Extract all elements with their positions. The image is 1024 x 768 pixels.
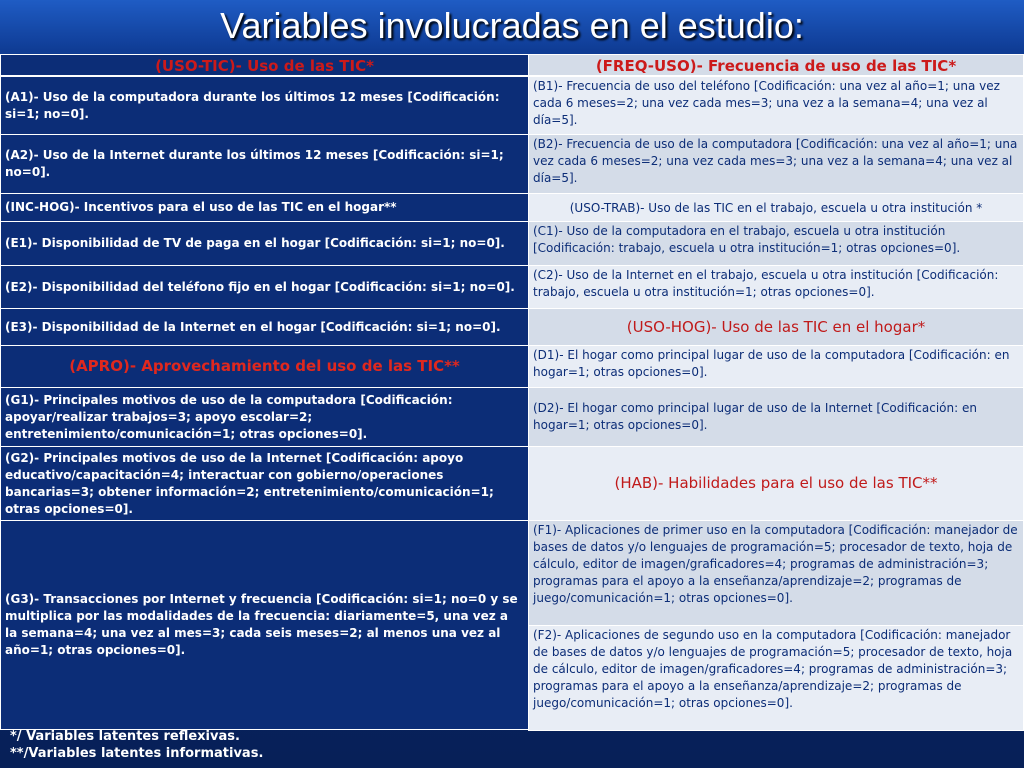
cell-e1 [0,221,529,266]
cell-e2 [0,265,529,309]
cell-hab: (HAB)- Habilidades para el uso de las TIC** [528,446,1024,521]
cell-uso-trab: (USO-TRAB)- Uso de las TIC en el trabajo, escuela u otra institución * [528,193,1024,222]
cell-apro: (APRO)- Aprovechamiento del uso de las TIC** [0,345,529,388]
text-g3: (G3)- Transacciones por Internet y frecuencia [Codificación: si=1; no=0 y se multiplica por las modalidades de la frecuencia: diariamente=5, una vez a la semana=4; una vez al mes=3; cada seis meses=2; al menos una vez al año=1; otras opciones=0]. [5,592,518,657]
text-d2: (D2)- El hogar como principal lugar de uso de la Internet [Codificación: en hogar=1; otras opciones=0]. [533,401,977,432]
text-a1: (A1)- Uso de la computadora durante los últimos 12 meses [Codificación: si=1; no=0]. [5,89,500,121]
cell-f2: (F2)- Aplicaciones de segundo uso en la computadora [Codificación: manejador de bases de datos y/o lenguajes de programación=5; procesador de texto, hoja de cálculo, editor de imagen/graficadores=4; programas de administración=3; programas para el apoyo a la enseñanza/aprendizaje=2; programas de juego/comunicación=1; otras opciones=0]. [528,625,1024,731]
header-freq-uso: (FREQ-USO)- Frecuencia de uso de las TIC* [528,54,1024,76]
cell-d1: (D1)- El hogar como principal lugar de uso de la computadora [Codificación: en hogar=1; otras opciones=0]. [528,345,1024,388]
cell-f1: (F1)- Aplicaciones de primer uso en la computadora [Codificación: manejador de bases de datos y/o lenguajes de programación=5; procesador de texto, hoja de cálculo, editor de imagen/graficadores=4; programas de administración=3; programas para el apoyo a la enseñanza/aprendizaje=2; programas de juego/comunicación=1; otras opciones=0]. [528,520,1024,626]
cell-a1 [0,76,529,135]
text-g1: (G1)- Principales motivos de uso de la computadora [Codificación: apoyar/realizar trabajos=3; apoyo escolar=2; entretenimiento/comunicación=1; otras opciones=0]. [5,392,453,441]
cell-g2 [0,446,529,521]
cell-b1: (B1)- Frecuencia de uso del teléfono [Codificación: una vez al año=1; una vez cada 6 meses=2; una vez cada mes=3; una vez a la semana=4; una vez al día=5]. [528,76,1024,135]
text-a2: (A2)- Uso de la Internet durante los últimos 12 meses [Codificación: si=1; no=0]. [5,148,504,179]
text-e2: (E2)- Disponibilidad del teléfono fijo en el hogar [Codificación: si=1; no=0]. [5,279,515,294]
cell-uso-hog: (USO-HOG)- Uso de las TIC en el hogar* [528,308,1024,346]
text-inc-hog: (INC-HOG)- Incentivos para el uso de las TIC en el hogar** [5,200,397,214]
cell-d2 [528,387,1024,447]
cell-a2 [0,134,529,194]
cell-inc-hog [0,193,529,222]
footnote-reflexivas: */ Variables latentes reflexivas. [10,729,240,744]
cell-e3 [0,308,529,346]
text-g2: (G2)- Principales motivos de uso de la Internet [Codificación: apoyo educativo/capacitación=4; interactuar con gobierno/operaciones bancarias=3; obtener información=2; entretenimiento/comunicación=1; otras opciones=0]. [5,450,494,516]
cell-b2: (B2)- Frecuencia de uso de la computadora [Codificación: una vez al año=1; una vez cada 6 meses=2; una vez cada mes=3; una vez a la semana=4; una vez al día=5]. [528,134,1024,194]
text-e1: (E1)- Disponibilidad de TV de paga en el hogar [Codificación: si=1; no=0]. [5,236,505,250]
cell-g3 [0,520,529,730]
footnotes [10,728,263,762]
cell-c2: (C2)- Uso de la Internet en el trabajo, escuela u otra institución [Codificación: trabajo, escuela u otra institución=1; otras opciones=0]. [528,265,1024,309]
footnote-informativas: **/Variables latentes informativas. [10,746,264,761]
header-uso-tic: (USO-TIC)- Uso de las TIC* [0,54,529,76]
page-title: Variables involucradas en el estudio: [220,5,804,46]
text-e3: (E3)- Disponibilidad de la Internet en el hogar [Codificación: si=1; no=0]. [5,319,501,334]
cell-c1: (C1)- Uso de la computadora en el trabajo, escuela u otra institución [Codificación: trabajo, escuela u otra institución=1; otras opciones=0]. [528,221,1024,266]
cell-g1 [0,387,529,447]
